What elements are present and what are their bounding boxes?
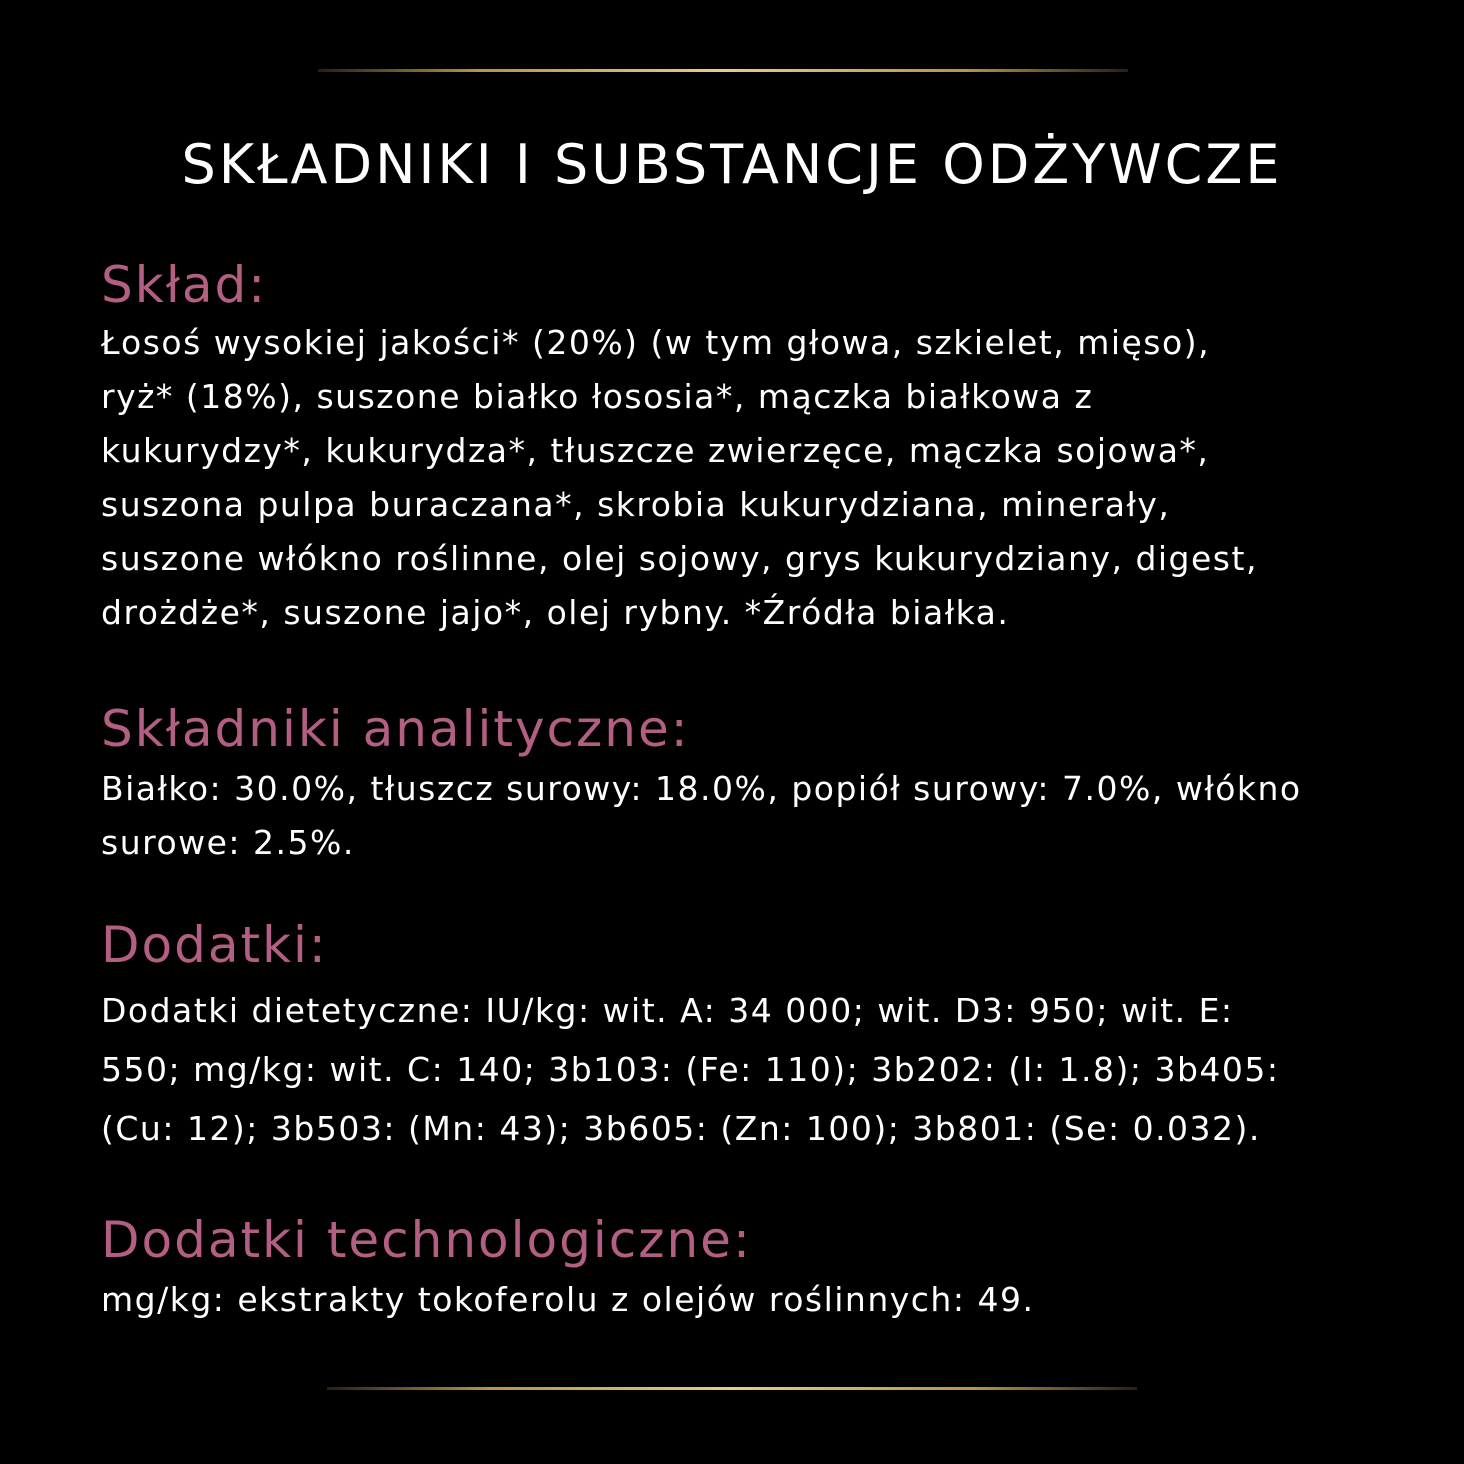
page-title: SKŁADNIKI I SUBSTANCJE ODŻYWCZE bbox=[181, 133, 1283, 196]
composition-line: suszona pulpa buraczana*, skrobia kukurydziana, minerały, bbox=[101, 485, 1171, 524]
technological-line: mg/kg: ekstrakty tokoferolu z olejów roślinnych: 49. bbox=[101, 1280, 1035, 1319]
additives-line: 550; mg/kg: wit. C: 140; 3b103: (Fe: 110); 3b202: (I: 1.8); 3b405: bbox=[101, 1050, 1280, 1089]
section-body-composition bbox=[101, 316, 1258, 640]
section-heading-technological: Dodatki technologiczne: bbox=[101, 1211, 752, 1269]
composition-line: suszone włókno roślinne, olej sojowy, grys kukurydziany, digest, bbox=[101, 539, 1258, 578]
section-heading-composition: Skład: bbox=[101, 256, 268, 314]
composition-line: kukurydzy*, kukurydza*, tłuszcze zwierzęce, mączka sojowa*, bbox=[101, 431, 1210, 470]
analytical-line: surowe: 2.5%. bbox=[101, 823, 355, 862]
section-heading-additives: Dodatki: bbox=[101, 916, 328, 974]
section-body-technological bbox=[101, 1273, 1034, 1327]
composition-line: drożdże*, suszone jajo*, olej rybny. *Źródła białka. bbox=[101, 593, 1010, 632]
section-heading-analytical: Składniki analityczne: bbox=[101, 700, 690, 758]
section-body-additives bbox=[101, 981, 1280, 1158]
top-gold-divider bbox=[318, 69, 1128, 72]
analytical-line: Białko: 30.0%, tłuszcz surowy: 18.0%, popiół surowy: 7.0%, włókno bbox=[101, 769, 1302, 808]
additives-line: Dodatki dietetyczne: IU/kg: wit. A: 34 000; wit. D3: 950; wit. E: bbox=[101, 991, 1234, 1030]
composition-line: ryż* (18%), suszone białko łososia*, mączka białkowa z bbox=[101, 377, 1094, 416]
additives-line: (Cu: 12); 3b503: (Mn: 43); 3b605: (Zn: 100); 3b801: (Se: 0.032). bbox=[101, 1109, 1261, 1148]
bottom-gold-divider bbox=[327, 1387, 1137, 1390]
section-body-analytical bbox=[101, 762, 1302, 870]
composition-line: Łosoś wysokiej jakości* (20%) (w tym głowa, szkielet, mięso), bbox=[101, 323, 1211, 362]
